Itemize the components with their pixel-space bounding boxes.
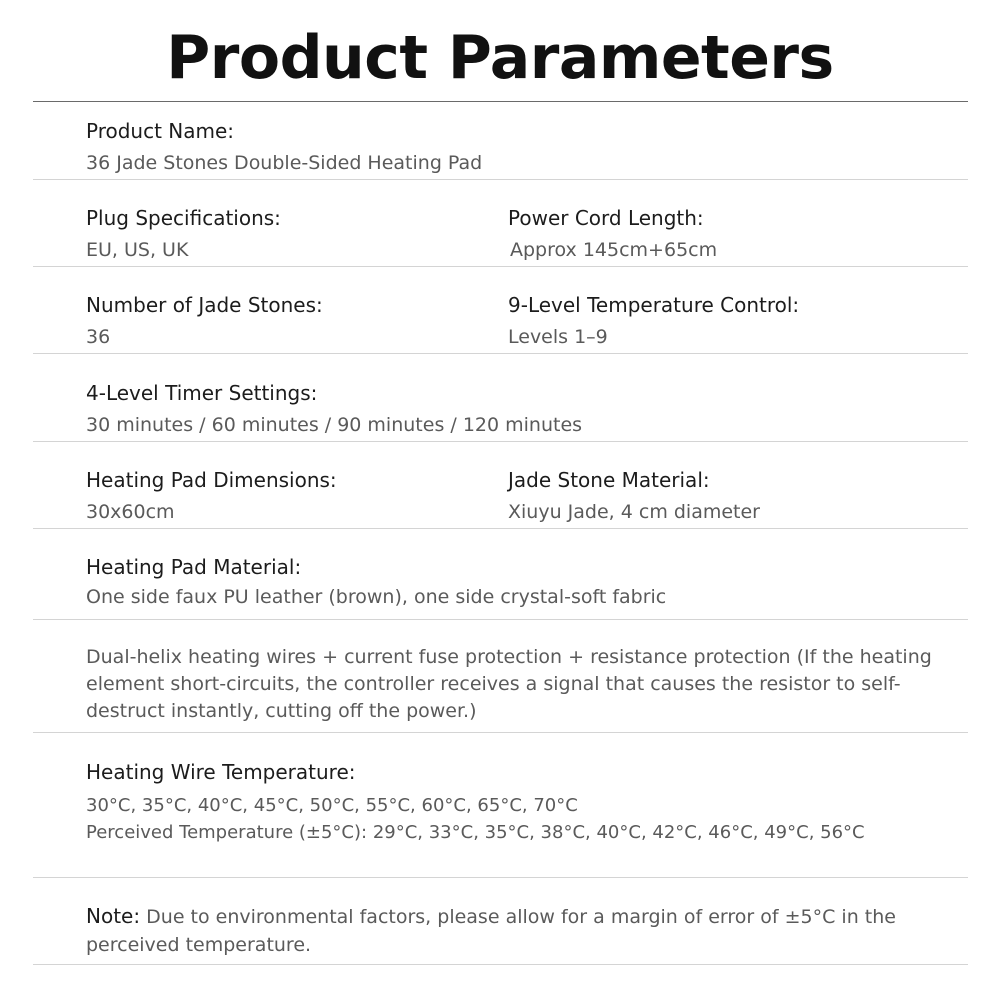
divider xyxy=(33,877,968,878)
pad-material-label: Heating Pad Material: xyxy=(86,555,302,579)
cord-label: Power Cord Length: xyxy=(508,206,704,230)
product-name-label: Product Name: xyxy=(86,119,235,143)
divider xyxy=(33,441,968,442)
stone-material-label: Jade Stone Material: xyxy=(508,468,710,492)
stones-value: 36 xyxy=(86,326,111,348)
plug-label: Plug Specifications: xyxy=(86,206,281,230)
timer-label: 4-Level Timer Settings: xyxy=(86,381,318,405)
wire-temp-values: 30°C, 35°C, 40°C, 45°C, 50°C, 55°C, 60°C, 65°C, 70°C xyxy=(86,795,578,816)
divider xyxy=(33,528,968,529)
timer-value: 30 minutes / 60 minutes / 90 minutes / 120 minutes xyxy=(86,414,583,436)
temp-control-label: 9-Level Temperature Control: xyxy=(508,293,800,317)
product-name-value: 36 Jade Stones Double-Sided Heating Pad xyxy=(86,152,483,174)
note-label: Note: xyxy=(86,904,141,928)
perceived-temp-values: Perceived Temperature (±5°C): 29°C, 33°C, 35°C, 38°C, 40°C, 42°C, 46°C, 49°C, 56°C xyxy=(86,822,865,843)
divider xyxy=(33,101,968,102)
divider xyxy=(33,619,968,620)
stones-label: Number of Jade Stones: xyxy=(86,293,323,317)
page-title: Product Parameters xyxy=(166,23,834,93)
note-text: Due to environmental factors, please allow for a margin of error of ±5°C in the perceived temperature. xyxy=(86,906,896,956)
temp-control-value: Levels 1–9 xyxy=(508,326,608,348)
divider xyxy=(33,266,968,267)
divider xyxy=(33,353,968,354)
stone-material-value: Xiuyu Jade, 4 cm diameter xyxy=(508,501,760,523)
dimensions-label: Heating Pad Dimensions: xyxy=(86,468,337,492)
safety-description: Dual-helix heating wires + current fuse protection + resistance protection (If the heating element short-circuits, the controller receives a signal that causes the resistor to self-destruct instantly, cutting off the power.) xyxy=(86,646,932,722)
note xyxy=(86,902,966,959)
plug-value: EU, US, UK xyxy=(86,239,189,261)
divider xyxy=(33,179,968,180)
dimensions-value: 30x60cm xyxy=(86,501,175,523)
cord-value: Approx 145cm+65cm xyxy=(510,239,718,261)
divider xyxy=(33,964,968,965)
divider xyxy=(33,732,968,733)
pad-material-value: One side faux PU leather (brown), one side crystal-soft fabric xyxy=(86,586,667,608)
wire-temp-label: Heating Wire Temperature: xyxy=(86,760,356,784)
